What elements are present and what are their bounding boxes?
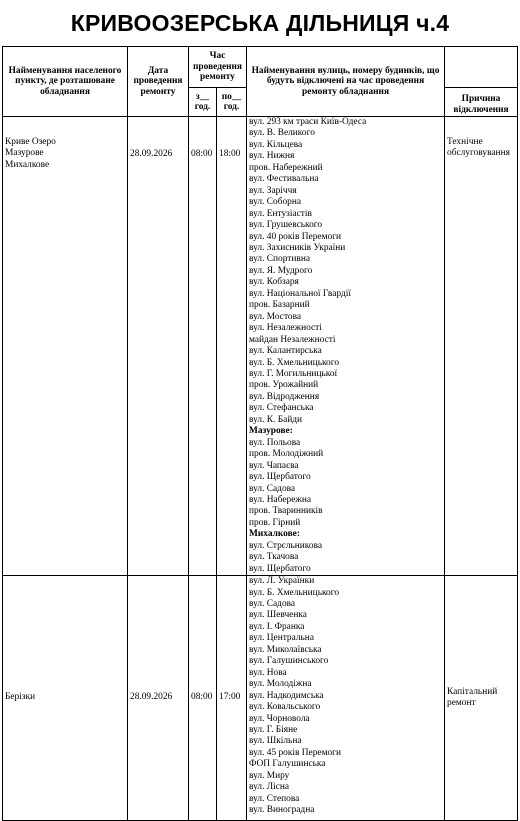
- street-item: вул. Набережна: [249, 494, 312, 505]
- settlement-name: Криве Озеро: [5, 137, 56, 147]
- street-item: вул. Надкодимська: [249, 690, 324, 701]
- street-item: вул. Ковальського: [249, 702, 321, 713]
- street-item: вул. Національної Гвардії: [249, 288, 351, 299]
- reason-text: Капітальний: [447, 686, 498, 697]
- settlement-name: Михалкове: [5, 159, 50, 170]
- street-item: майдан Незалежності: [249, 334, 336, 345]
- street-item: вул. Шкільна: [249, 736, 302, 747]
- street-item: вул. Л. Українки: [249, 576, 315, 587]
- street-item: вул. Чорновола: [249, 713, 310, 724]
- table-row: [3, 117, 518, 576]
- streets-cell: [247, 117, 445, 576]
- street-item: вул. Миру: [249, 770, 290, 781]
- reason-text: обслуговування: [447, 148, 510, 159]
- street-item: вул. Кільцева: [249, 139, 303, 150]
- time-to-cell: 18:00: [217, 117, 247, 576]
- street-item: пров. Тваринників: [249, 506, 323, 517]
- street-item: пров. Гірний: [249, 517, 301, 528]
- date-cell: 28.09.2026: [128, 576, 189, 821]
- header-reason: Причина відключення: [445, 88, 518, 117]
- street-item: вул. Спортивна: [249, 254, 311, 265]
- street-item: вул. Лісна: [249, 782, 290, 793]
- reason-text: ремонт: [447, 698, 476, 709]
- street-item: вул. К. Байди: [249, 414, 303, 425]
- street-item: вул. Незалежності: [249, 323, 322, 334]
- street-item: ФОП Галушинська: [249, 759, 326, 770]
- time-from-cell: 08:00: [189, 576, 217, 821]
- street-item: пров. Молодіжний: [249, 449, 324, 460]
- page-title: КРИВООЗЕРСЬКА ДІЛЬНИЦЯ ч.4: [70, 10, 450, 36]
- reason-text: Технічне: [447, 137, 483, 147]
- street-item: вул. В. Великого: [249, 128, 315, 139]
- street-item: вул. Ткачова: [249, 552, 299, 563]
- street-item: вул. Мостова: [249, 311, 302, 322]
- street-item: вул. Г. Могильницької: [249, 368, 338, 379]
- header-date: Дата проведення ремонту: [128, 47, 189, 117]
- street-item: вул. Центральна: [249, 633, 314, 644]
- street-item: вул. Галушинського: [249, 656, 329, 667]
- street-item: вул. 40 років Перемоги: [249, 231, 342, 242]
- street-item: вул. Щербатого: [249, 472, 311, 483]
- street-item: вул. 293 км траси Київ-Одеса: [249, 117, 367, 127]
- header-blank: [445, 47, 518, 88]
- street-item: вул. Я. Мудрого: [249, 265, 313, 276]
- header-settlement: Найменування населеного пункту, де розташоване обладнання: [3, 47, 128, 117]
- street-item: вул. Нижня: [249, 151, 295, 162]
- street-item: вул. Б. Хмельницького: [249, 357, 340, 368]
- street-item: пров. Урожайний: [249, 380, 319, 391]
- header-time: Час проведення ремонту: [189, 47, 247, 88]
- street-item: вул. Б. Хмельницького: [249, 587, 340, 598]
- street-item: вул. Кобзаря: [249, 277, 299, 288]
- settlement-name: Мазурове: [5, 148, 44, 159]
- outage-table: [2, 46, 518, 821]
- street-item: вул. Щербатого: [249, 563, 311, 574]
- reason-cell: [445, 576, 518, 821]
- street-item: вул. Відродження: [249, 391, 320, 402]
- street-item: вул. Захисників України: [249, 242, 346, 253]
- time-from-cell: 08:00: [189, 117, 217, 576]
- reason-cell: [445, 117, 518, 576]
- street-item: вул. Г. Біяне: [249, 725, 298, 736]
- street-item: вул. Миколаївська: [249, 644, 322, 655]
- street-item: вул. Садова: [249, 483, 296, 494]
- subsection-heading: [249, 426, 442, 437]
- street-item: вул. Степова: [249, 793, 300, 804]
- village-heading-mykhalkove: Михалкове:: [249, 529, 300, 540]
- village-heading-mazurove: Мазурове:: [249, 426, 293, 437]
- subsection-heading: [249, 529, 442, 540]
- street-item: пров. Набережний: [249, 162, 323, 173]
- header-from: з__ год.: [189, 88, 217, 117]
- header-streets: Найменування вулиць, номеру будинків, що будуть відключені на час проведення ремонту обладнання: [247, 47, 445, 117]
- streets-cell: [247, 576, 445, 821]
- street-item: вул. Соборна: [249, 197, 302, 208]
- street-item: вул. Стрєльникова: [249, 540, 323, 551]
- street-item: вул. 45 років Перемоги: [249, 747, 342, 758]
- header-to: по__ год.: [217, 88, 247, 117]
- street-item: вул. Заріччя: [249, 185, 297, 196]
- street-item: вул. Ентузіастів: [249, 208, 312, 219]
- date-cell: 28.09.2026: [128, 117, 189, 576]
- street-item: вул. Стефанська: [249, 403, 314, 414]
- street-item: вул. Садова: [249, 599, 296, 610]
- street-item: вул. Калантирська: [249, 346, 322, 357]
- street-item: вул. І. Франка: [249, 621, 305, 632]
- street-item: вул. Грушевського: [249, 220, 323, 231]
- time-to-cell: 17:00: [217, 576, 247, 821]
- street-item: пров. Базарний: [249, 300, 310, 311]
- street-item: вул. Чапаєва: [249, 460, 299, 471]
- street-item: вул. Молодіжна: [249, 679, 312, 690]
- street-item: вул. Польова: [249, 437, 301, 448]
- settlement-cell: Берізки: [3, 576, 128, 821]
- street-item: вул. Шевченка: [249, 610, 307, 621]
- street-item: вул. Фестивальна: [249, 174, 319, 185]
- table-row: [3, 576, 518, 821]
- street-item: вул. Виноградна: [249, 805, 315, 816]
- settlement-cell: [3, 117, 128, 576]
- street-item: вул. Нова: [249, 667, 287, 678]
